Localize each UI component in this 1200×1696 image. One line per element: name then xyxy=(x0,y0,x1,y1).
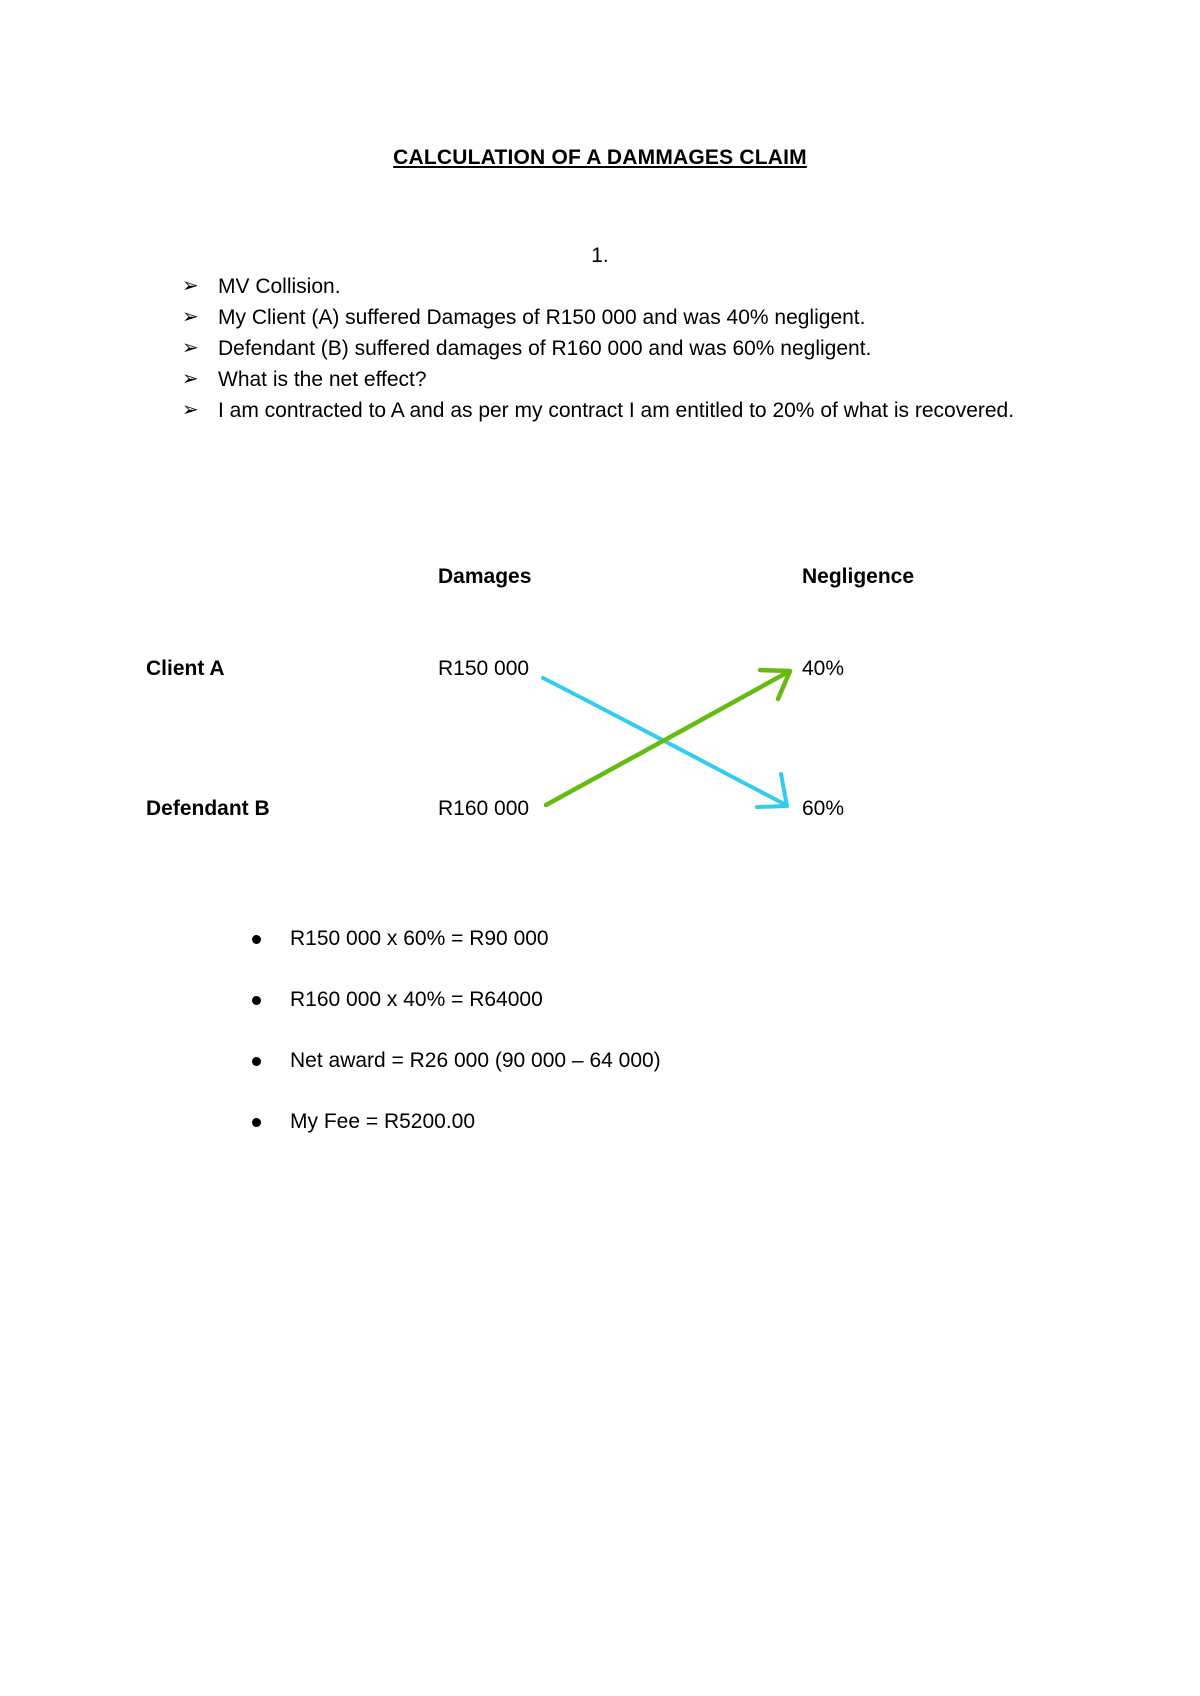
calculation-item: Net award = R26 000 (90 000 – 64 000) xyxy=(248,1048,661,1109)
damages-header: Damages xyxy=(438,565,532,588)
negligence-client-a: 40% xyxy=(802,657,845,680)
arrow-bullet-icon: ➢ xyxy=(182,368,199,390)
arrow-bullet-icon: ➢ xyxy=(182,275,199,297)
fact-item: ➢ What is the net effect? xyxy=(180,364,1040,395)
bullet-dot-icon xyxy=(252,935,261,944)
negligence-header: Negligence xyxy=(802,565,915,588)
document-title: CALCULATION OF A DAMMAGES CLAIM xyxy=(393,146,807,169)
fact-item: ➢ I am contracted to A and as per my contract I am entitled to 20% of what is recovered. xyxy=(180,395,1040,426)
bullet-dot-icon xyxy=(252,996,261,1005)
section-number: 1. xyxy=(591,244,609,267)
arrow-bullet-icon: ➢ xyxy=(182,337,199,359)
fact-item: ➢ MV Collision. xyxy=(180,271,1040,302)
calculation-item: R160 000 x 40% = R64000 xyxy=(248,987,661,1048)
damages-defendant-b: R160 000 xyxy=(438,797,530,820)
row-label-client-a: Client A xyxy=(146,657,225,680)
calculations-list xyxy=(248,926,661,1170)
calculation-item: My Fee = R5200.00 xyxy=(248,1109,661,1170)
arrow-bullet-icon: ➢ xyxy=(182,306,199,328)
damages-client-a: R150 000 xyxy=(438,657,530,680)
bullet-dot-icon xyxy=(252,1118,261,1127)
fact-item: ➢ Defendant (B) suffered damages of R160 000 and was 60% negligent. xyxy=(180,333,1040,364)
row-label-defendant-b: Defendant B xyxy=(146,797,270,820)
arrow-bullet-icon: ➢ xyxy=(182,399,199,421)
bullet-dot-icon xyxy=(252,1057,261,1066)
calculation-item: R150 000 x 60% = R90 000 xyxy=(248,926,661,987)
negligence-defendant-b: 60% xyxy=(802,797,845,820)
arrow-damages-b-to-negligence-40 xyxy=(546,670,790,805)
fact-item: ➢ My Client (A) suffered Damages of R150 000 and was 40% negligent. xyxy=(180,302,1040,333)
